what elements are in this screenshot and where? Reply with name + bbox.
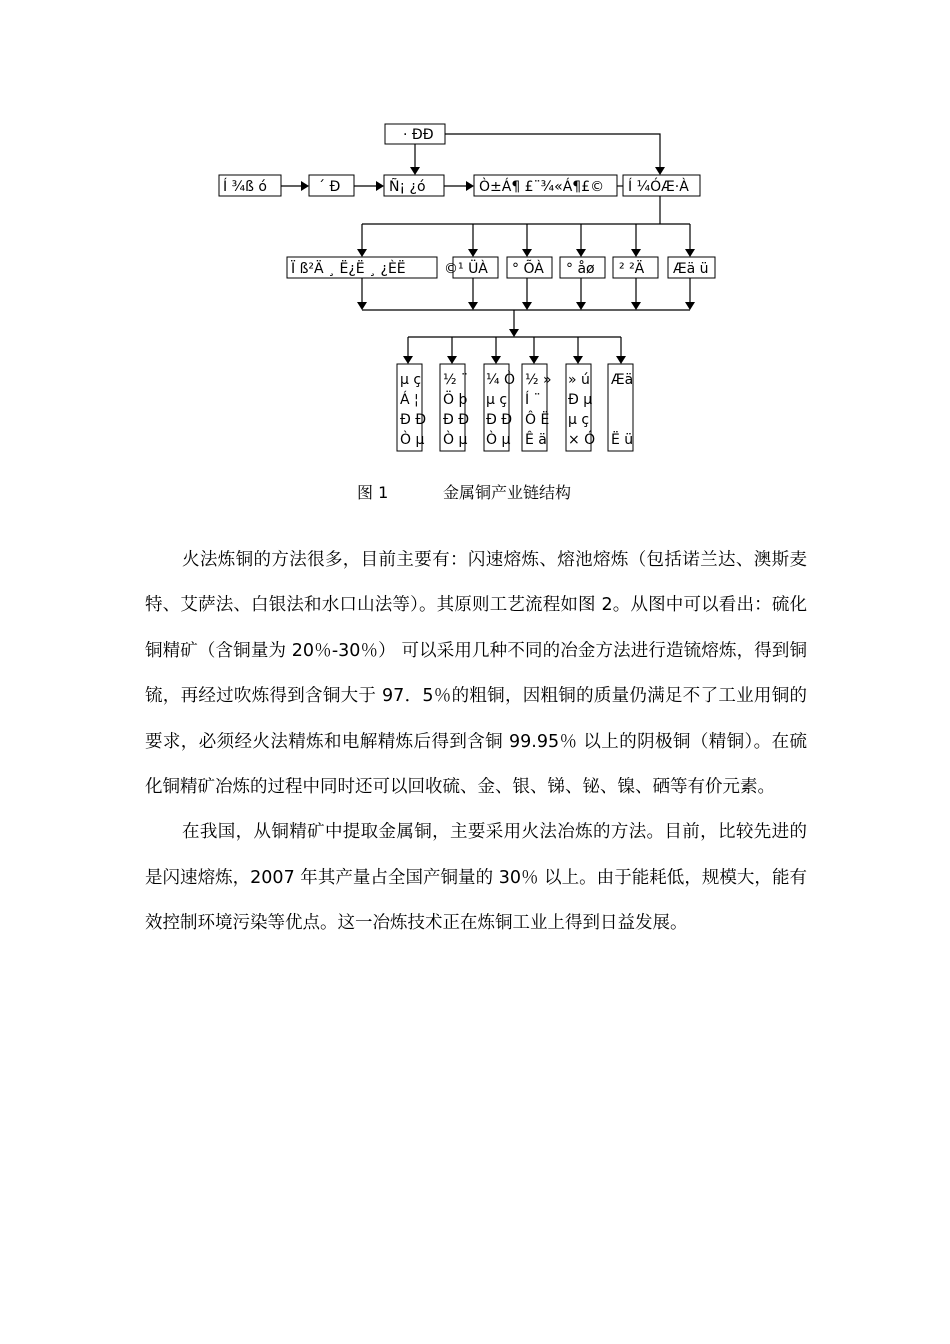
arrowhead	[616, 356, 626, 364]
diagram-node-r2-4-label: Ò±Á¶ £¨¾«Á¶£©	[479, 179, 605, 195]
arrowhead	[529, 356, 539, 364]
diagram-node-r2-2-label: ´ Ð	[318, 179, 341, 195]
arrowhead	[576, 302, 586, 310]
diagram-node-r4-3-line3: Ð Ð	[486, 412, 513, 428]
diagram-node-r4-5-line4: × Ó	[568, 432, 596, 448]
arrowhead	[522, 249, 532, 257]
arrowhead	[468, 249, 478, 257]
arrowhead	[685, 302, 695, 310]
diagram-node-r4-2-line3: Ð Ð	[443, 412, 470, 428]
paragraph: 在我国，从铜精矿中提取金属铜，主要采用火法冶炼的方法。目前，比较先进的是闪速熔炼，2007 年其产量占全国产铜量的 30％ 以上。由于能耗低，规模大，能有效控制环境污染等优点。这一冶炼技术正在炼铜工业上得到日益发展。	[145, 822, 807, 934]
diagram-node-r4-6-line4: Ë ü	[611, 432, 634, 448]
figure-title: 金属铜产业链结构	[443, 483, 572, 502]
body-text	[145, 538, 807, 947]
arrowhead	[447, 356, 457, 364]
diagram-node-r3-4-label: ° åø	[566, 261, 595, 277]
diagram-node-r4-4-line2: Í ¨	[525, 392, 541, 408]
diagram-node-r2-1-label: Í ¾ß ó	[223, 179, 267, 195]
arrowhead	[522, 302, 532, 310]
arrowhead	[491, 356, 501, 364]
diagram-node-r4-5-line1: » ú	[568, 372, 590, 388]
diagram-node-r4-3-line2: µ ç	[486, 392, 508, 408]
diagram-node-r4-1-line4: Ò µ	[400, 432, 425, 448]
paragraph: 火法炼铜的方法很多，目前主要有：闪速熔炼、熔池熔炼（包括诺兰达、澳斯麦特、艾萨法、白银法和水口山法等）。其原则工艺流程如图 2。从图中可以看出：硫化铜精矿（含铜量为 20％-30％） 可以采用几种不同的冶金方法进行造锍熔炼，得到铜锍，再经过吹炼得到含铜大于 97．5％的粗铜，因粗铜的质量仍满足不了工业用铜的要求，必须经火法精炼和电解精炼后得到含铜 99.95％ 以上的阴极铜（精铜）。在硫化铜精矿冶炼的过程中同时还可以回收硫、金、银、锑、铋、镍、硒等有价元素。	[145, 550, 807, 798]
arrowhead	[357, 302, 367, 310]
connector	[445, 134, 660, 168]
arrowhead	[655, 167, 665, 175]
diagram-node-r4-1-line1: µ ç	[400, 372, 422, 388]
figure-number: 图 1	[357, 483, 389, 502]
diagram-node-r4-1-line3: Ð Ð	[400, 412, 427, 428]
figure-caption	[0, 480, 950, 504]
arrowhead	[466, 181, 474, 191]
diagram-node-r4-4-line1: ½ »	[525, 372, 552, 388]
diagram-node-top-label: · ÐÐ	[403, 127, 434, 143]
diagram-node-r4-4-line3: Ô Ë	[525, 412, 550, 428]
arrowhead	[509, 329, 519, 337]
arrowhead	[576, 249, 586, 257]
arrowhead	[631, 302, 641, 310]
arrowhead	[403, 356, 413, 364]
diagram-node-r4-6-line1: Æä	[611, 372, 634, 388]
diagram-node-r4-2-line4: Ò µ	[443, 432, 468, 448]
arrowhead	[631, 249, 641, 257]
diagram-node-r3-5-label: ² ²Ä	[619, 261, 645, 277]
diagram-node-r4-4-line4: Ê ä	[525, 432, 547, 448]
arrowhead	[468, 302, 478, 310]
diagram-node-r3-3-label: ° ÕÀ	[512, 261, 544, 277]
diagram-node-r3-2-label: ©¹ ÜÀ	[444, 261, 488, 277]
arrowhead	[685, 249, 695, 257]
industry-chain-diagram	[0, 0, 950, 470]
diagram-node-r2-3-label: Ñ¡ ¿ó	[389, 179, 426, 195]
arrowhead	[301, 181, 309, 191]
diagram-node-r4-2-line2: Ö þ	[443, 392, 468, 408]
diagram-node-r3-6-label: Æä ü	[673, 261, 709, 277]
diagram-node-r4-2-line1: ½ ¨	[443, 372, 469, 388]
arrowhead	[376, 181, 384, 191]
diagram-node-r4-5-line2: Ð µ	[568, 392, 593, 408]
diagram-node-r4-3-line4: Ò µ	[486, 432, 511, 448]
diagram-node-r4-5-line3: µ ç	[568, 412, 590, 428]
arrowhead	[573, 356, 583, 364]
diagram-node-r2-5-label: Í ¼ÓÆ·À	[628, 179, 689, 195]
arrowhead	[357, 249, 367, 257]
diagram-node-r3-1-label: Ï ß²Ä ¸ Ë¿Ë ¸ ¿ÈË	[291, 261, 406, 277]
diagram-node-r4-3-line1: ¼ Ò	[486, 372, 516, 388]
diagram-node-r4-1-line2: Á ¦	[400, 392, 419, 408]
arrowhead	[410, 167, 420, 175]
